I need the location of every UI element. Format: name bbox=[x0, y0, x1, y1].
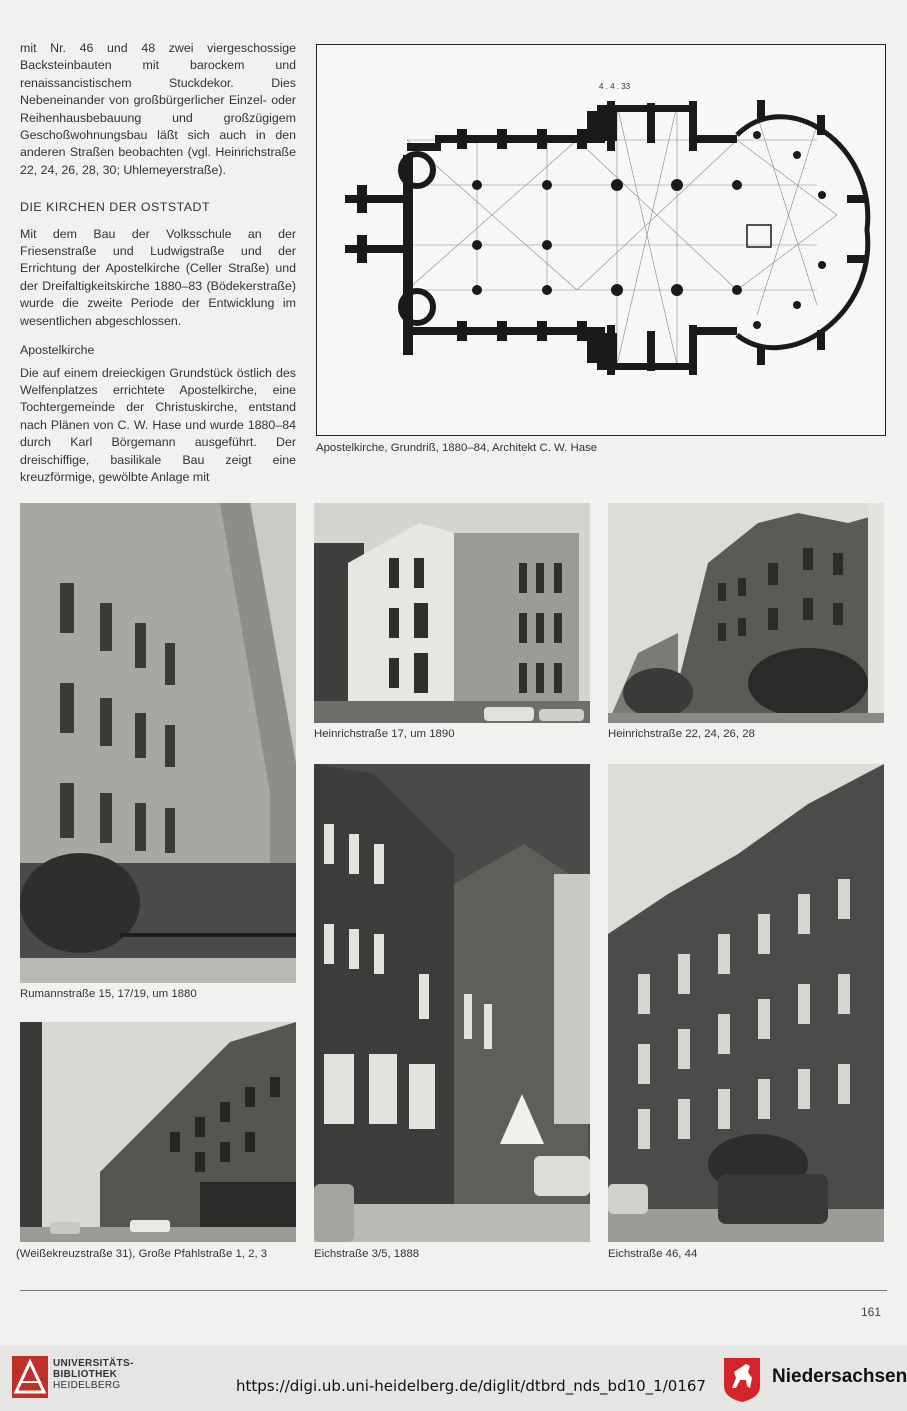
section-heading: DIE KIRCHEN DER OSTSTADT bbox=[20, 200, 211, 215]
photo-eichstrasse-46-44 bbox=[608, 764, 884, 1242]
text-column bbox=[20, 40, 296, 486]
niedersachsen-label: Niedersachsen bbox=[772, 1366, 907, 1387]
photo-eichstrasse-46-44-image bbox=[608, 764, 884, 1242]
page-divider bbox=[20, 1290, 887, 1291]
floor-plan-figure bbox=[316, 44, 886, 436]
paragraph-apostelkirche: Die auf einem dreieckigen Grundstück östlich des Welfenplatzes errichtete Apostelkirche, eine Tochtergemeinde der Christuskirche, entstand nach Plänen von C. W. Hase und wurde 1880–84 durch Karl Börgemann ausgeführt. Der dreischiffige, basilikale Bau zeigt eine kreuzförmige, gewölbte Anlage mit bbox=[20, 365, 296, 484]
svg-text:4 . 4 . 33: 4 . 4 . 33 bbox=[599, 82, 631, 91]
photo-grosse-pfahlstrasse-image bbox=[20, 1022, 296, 1242]
photo-grosse-pfahlstrasse bbox=[20, 1022, 296, 1242]
university-library-logo-icon bbox=[10, 1352, 50, 1402]
photo-heinrichstrasse-22-28 bbox=[608, 503, 884, 723]
caption-eichstrasse-46-44: Eichstraße 46, 44 bbox=[608, 1248, 698, 1260]
caption-floor-plan: Apostelkirche, Grundriß, 1880–84, Architekt C. W. Hase bbox=[316, 442, 598, 454]
library-line-2: BIBLIOTHEK bbox=[53, 1369, 118, 1380]
photo-heinrichstrasse-17 bbox=[314, 503, 590, 723]
photo-rumannstrasse-image bbox=[20, 503, 296, 983]
library-line-3: HEIDELBERG bbox=[53, 1380, 121, 1391]
floor-plan-drawing bbox=[317, 45, 885, 435]
caption-grosse-pfahlstrasse: (Weißekreuzstraße 31), Große Pfahlstraße 1, 2, 3 bbox=[16, 1248, 268, 1260]
photo-eichstrasse-3-5 bbox=[314, 764, 590, 1242]
subsection-heading: Apostelkirche bbox=[20, 343, 95, 358]
caption-rumannstrasse: Rumannstraße 15, 17/19, um 1880 bbox=[20, 988, 197, 1000]
caption-heinrichstrasse-17: Heinrichstraße 17, um 1890 bbox=[314, 728, 455, 740]
photo-eichstrasse-3-5-image bbox=[314, 764, 590, 1242]
caption-eichstrasse-3-5: Eichstraße 3/5, 1888 bbox=[314, 1248, 420, 1260]
caption-heinrichstrasse-22-28: Heinrichstraße 22, 24, 26, 28 bbox=[608, 728, 755, 740]
paragraph-kirchen: Mit dem Bau der Volksschule an der Friesenstraße und Ludwigstraße und der Errichtung der Apostelkirche (Celler Straße) und der Dreifaltigkeitskirche 1880–83 (Bödekerstraße) wurde die zweite Periode der Entwicklung im wesentlichen abgeschlossen. bbox=[20, 226, 296, 328]
niedersachsen-horse-logo-icon bbox=[722, 1356, 762, 1402]
document-url[interactable]: https://digi.ub.uni-heidelberg.de/diglit/dtbrd_nds_bd10_1/0167 bbox=[236, 1377, 706, 1395]
library-line-1: UNIVERSITÄTS- bbox=[53, 1358, 134, 1369]
university-library-name bbox=[53, 1358, 134, 1391]
photo-heinrichstrasse-22-28-image bbox=[608, 503, 884, 723]
page-number: 161 bbox=[860, 1305, 881, 1319]
photo-heinrichstrasse-17-image bbox=[314, 503, 590, 723]
paragraph-intro: mit Nr. 46 und 48 zwei viergeschossige Backsteinbauten mit barockem und renaissancistischem Stuckdekor. Dies Nebeneinander von großbürgerlicher Einzel- oder Reihenhausbebauung und großzügigem Geschoßwohnungsbau läßt sich auch in den anderen Straßen beobachten (vgl. Heinrichstraße 22, 24, 26, 28, 30; Uhlemeyerstraße). bbox=[20, 41, 296, 177]
photo-rumannstrasse bbox=[20, 503, 296, 983]
